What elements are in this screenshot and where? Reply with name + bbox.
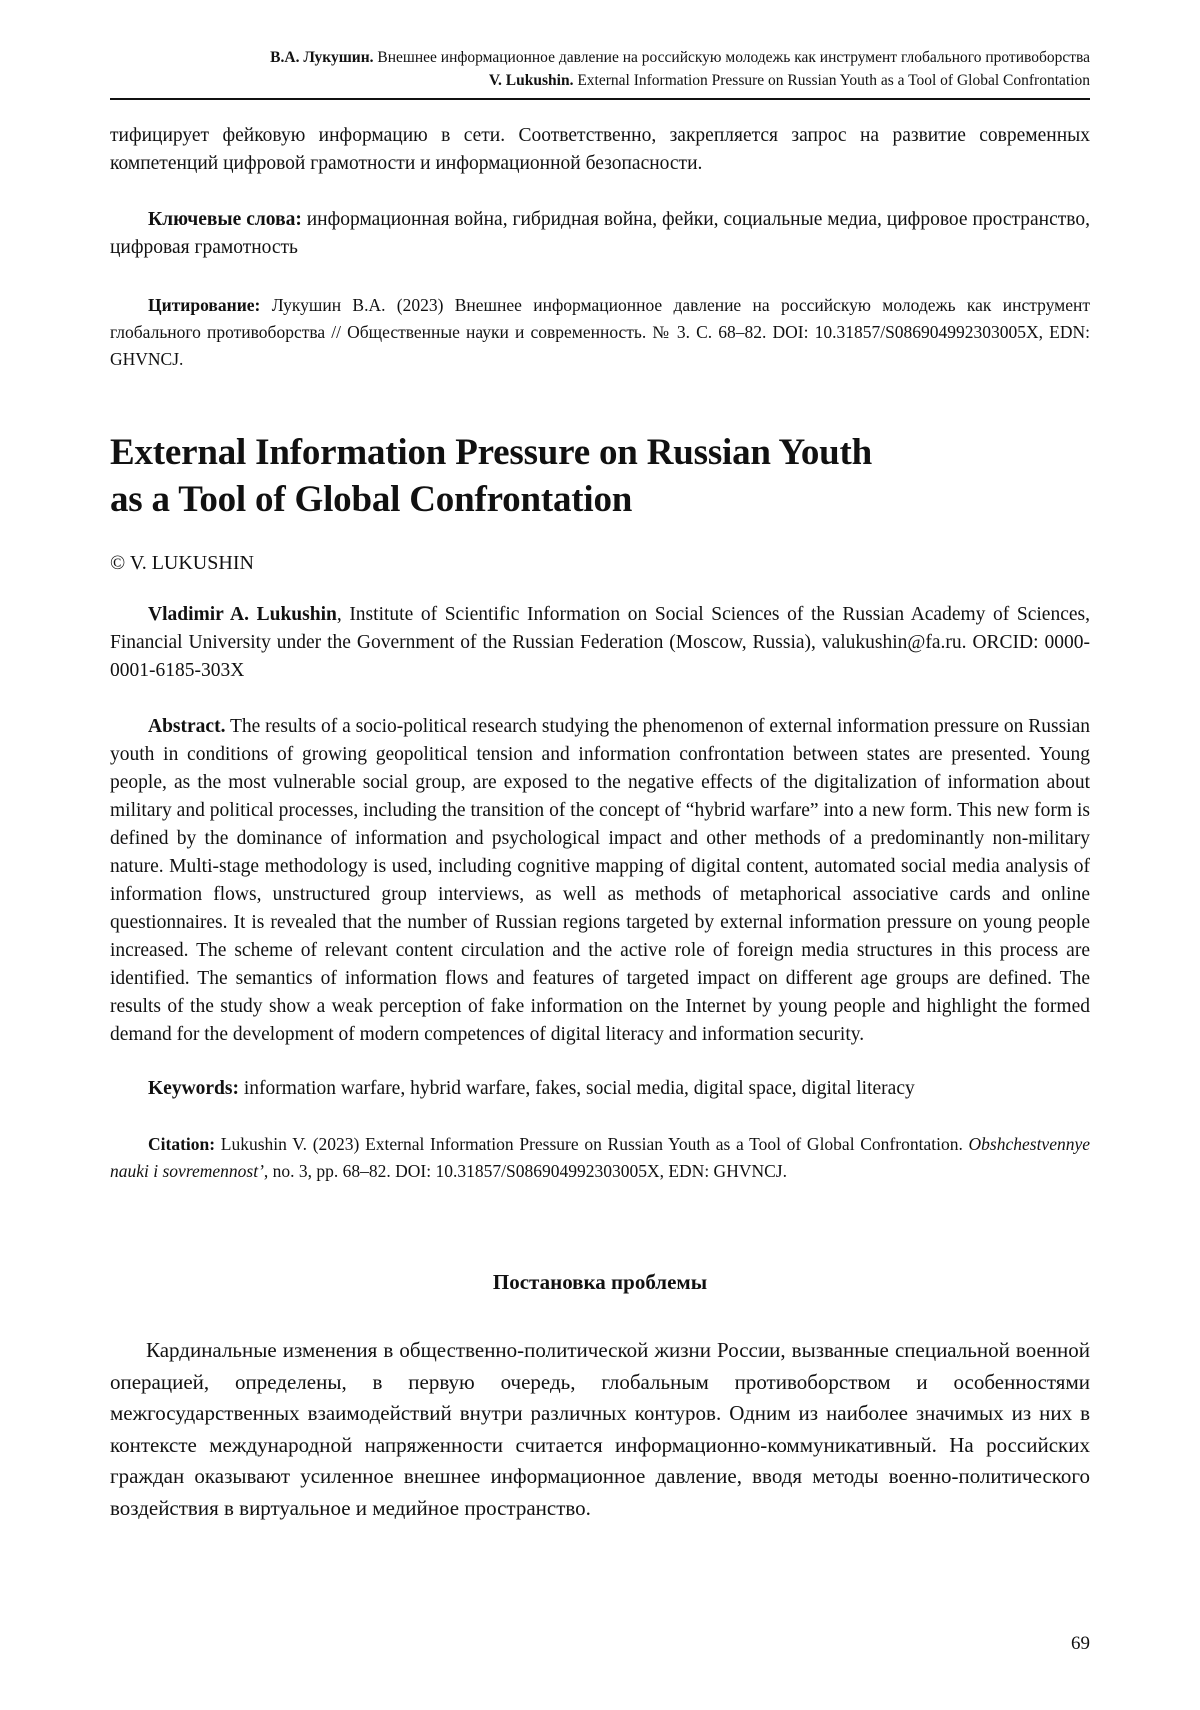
author-info [110,601,1090,685]
ru-citation [110,292,1090,373]
citation-journal: Obshchestvennye nauki i sovremennost’ [110,1134,1091,1181]
running-header-ru-author: В.А. Лукушин. [270,49,374,66]
ru-keywords-text: информационная война, гибридная война, фейки, социальные медиа, цифровое пространство, цифровая грамотность [110,209,1090,258]
abstract [110,713,1090,1049]
ru-citation-label: Цитирование: [148,295,261,315]
section-heading: Постановка проблемы [492,1270,708,1294]
running-header [110,46,1090,92]
keywords-text: information warfare, hybrid warfare, fakes, social media, digital space, digital literacy [243,1078,915,1099]
ru-abstract-continuation: тифицирует фейковую информацию в сети. Соответственно, закрепляется запрос на развитие современных компетенций цифровой грамотности и информационной безопасности. [110,125,1090,174]
running-header-en-title: External Information Pressure on Russian Youth as a Tool of Global Confrontation [577,72,1090,89]
abstract-text: The results of a socio-political research studying the phenomenon of external information pressure on Russian youth in conditions of growing geopolitical tension and information confrontation between states are presented. Young people, as the most vulnerable social group, are exposed to the negative effects of the digitalization of information about military and political processes, including the transition of the concept of “hybrid warfare” into a new form. This new form is defined by the dominance of information and psychological impact and other methods of a predominantly non-military nature. Multi-stage methodology is used, including cognitive mapping of digital content, automated social media analysis of information flows, unstructured group interviews, as well as methods of metaphorical associative cards and online questionnaires. It is revealed that the number of Russian regions targeted by external information pressure on young people increased. The scheme of relevant content circulation and the active role of foreign media structures in this process are identified. The semantics of information flows and features of targeted impact on different age groups are defined. The results of the study show a weak perception of fake information on the Internet by young people and highlight the formed demand for the development of modern competences of digital literacy and information security. [110,716,1090,1045]
article-title-line-2: as a Tool of Global Confrontation [110,479,633,520]
running-header-en-author: V. Lukushin. [488,72,574,89]
keywords-label: Keywords: [148,1078,239,1099]
citation-text-start: Lukushin V. (2023) External Information Pressure on Russian Youth as a Tool of Global Confrontation. [220,1134,963,1154]
abstract-label: Abstract. [148,716,226,737]
author-name: Vladimir A. Lukushin [148,604,337,625]
running-header-en [110,69,1090,92]
citation-text-end: , no. 3, pp. 68–82. DOI: 10.31857/S086904992303005X, EDN: GHVNCJ. [263,1161,787,1181]
running-header-ru [110,46,1090,69]
article-title [110,429,1090,523]
author-affiliation: , Institute of Scientific Information on Social Sciences of the Russian Academy of Sciences, Financial University under the Government of the Russian Federation (Moscow, Russia), valukushin@fa.ru. ORCID: 0000-0001-6185-303X [110,604,1090,681]
ru-citation-text: Лукушин В.А. (2023) Внешнее информационное давление на российскую молодежь как инструмент глобального противоборства // Общественные науки и современность. № 3. С. 68–82. DOI: 10.31857/S086904992303005X, EDN: GHVNCJ. [110,295,1090,369]
article-title-line-1: External Information Pressure on Russian Youth [110,432,873,473]
keywords [110,1075,1090,1103]
page-number: 69 [1071,1633,1090,1654]
ru-keywords [110,206,1090,262]
running-header-ru-title: Внешнее информационное давление на российскую молодежь как инструмент глобального противоборства [377,49,1090,66]
ru-keywords-label: Ключевые слова: [148,209,302,230]
header-divider [110,98,1090,100]
citation [110,1131,1090,1185]
copyright-line: © V. LUKUSHIN [110,552,254,574]
article-page [110,46,1090,1676]
citation-label: Citation: [148,1134,216,1154]
section-paragraph: Кардинальные изменения в общественно-политической жизни России, вызванные специальной военной операцией, определены, в первую очередь, глобальным противоборством и особенностями межгосударственных взаимодействий внутри различных контуров. Одним из наиболее значимых из них в контексте международной напряженности считается информационно-коммуникативный. На российских граждан оказывают усиленное внешнее информационное давление, вводя методы военно-политического воздействия в виртуальное и медийное пространство. [110,1338,1090,1520]
